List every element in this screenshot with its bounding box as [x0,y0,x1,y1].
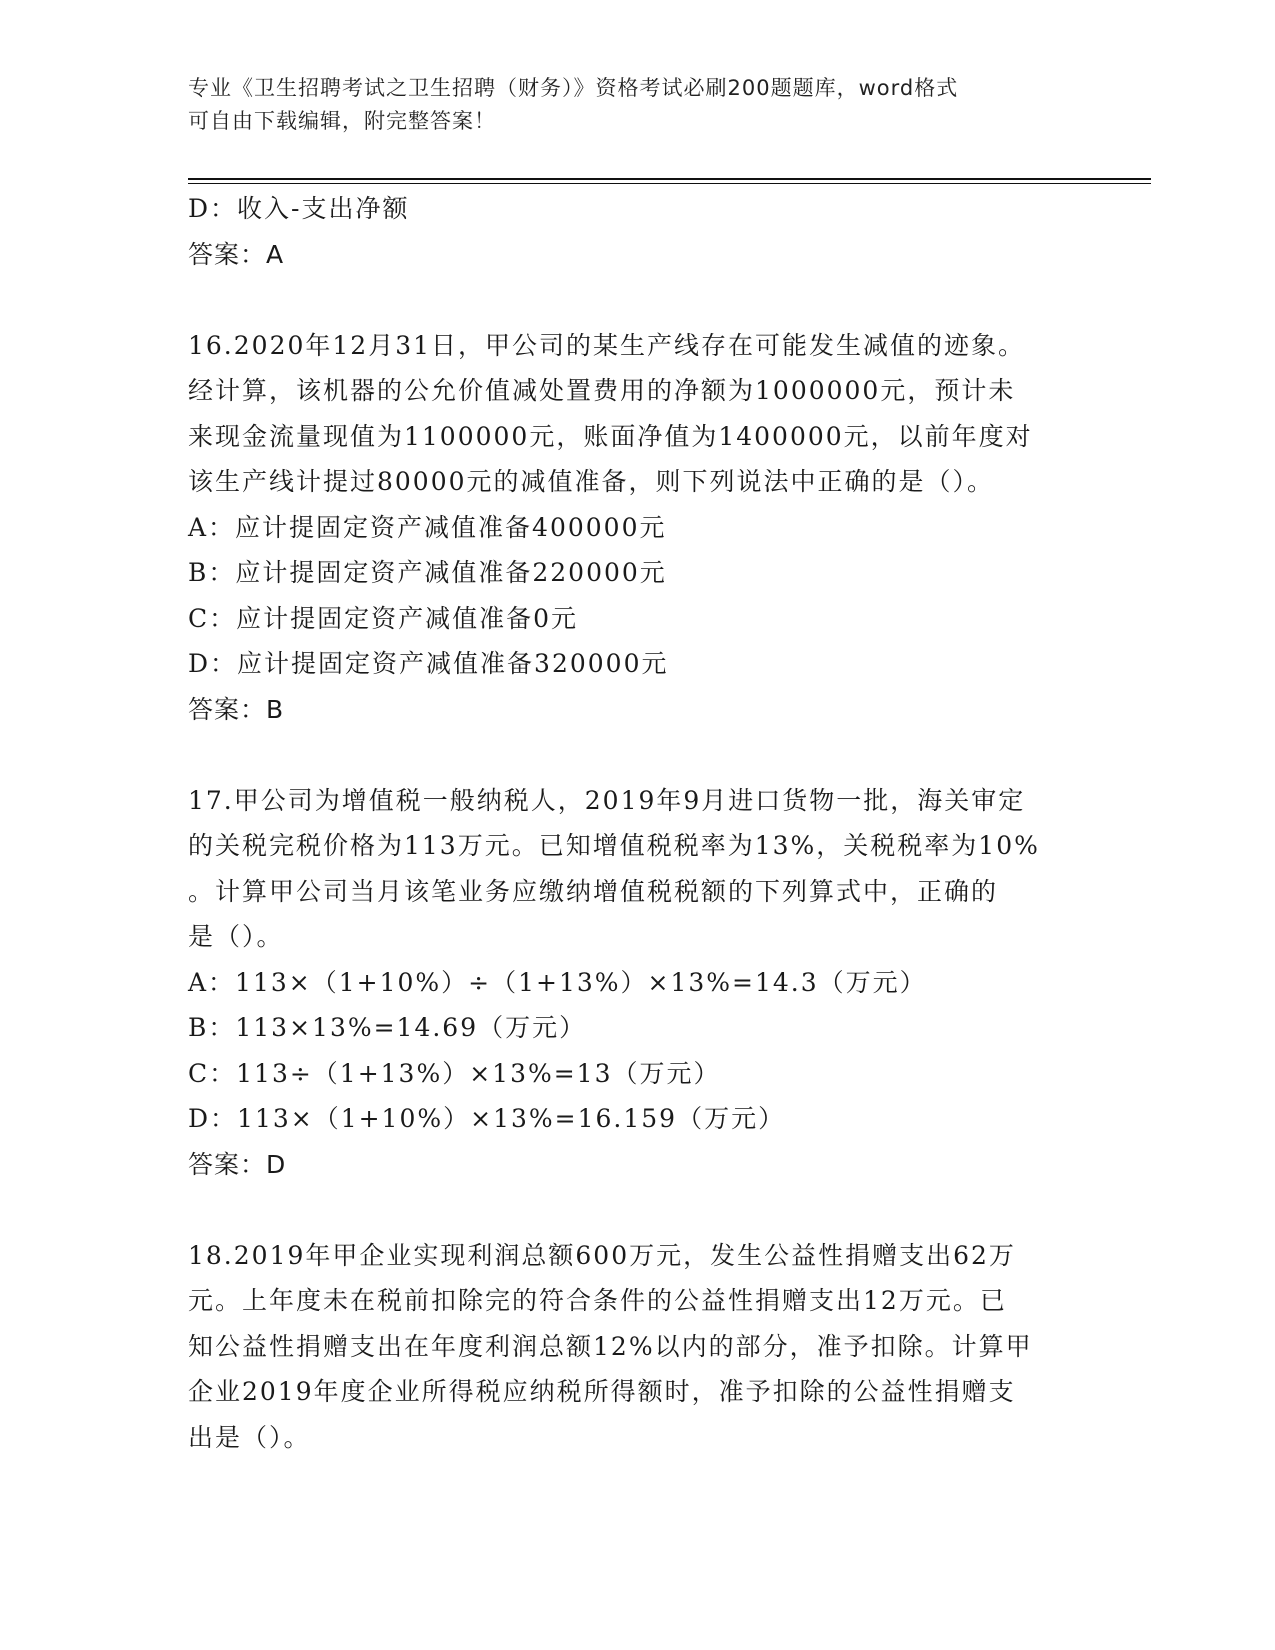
question-17-stem-line: 的关税完税价格为113万元。已知增值税税率为13%，关税税率为10% [188,831,1040,860]
question-16-option-c: C：应计提固定资产减值准备0元 [188,603,579,633]
question-16 [188,323,1088,733]
question-spacer [188,277,1088,323]
question-18-stem-line: 知公益性捐赠支出在年度利润总额12%以内的部分，准予扣除。计算甲 [188,1331,1033,1361]
question-18-stem-line: 元。上年度未在税前扣除完的符合条件的公益性捐赠支出12万元。已 [188,1286,1007,1315]
question-18-stem-line: 出是（）。 [188,1422,311,1452]
question-17-option-a: A：113×（1+10%）÷（1+13%）×13%=14.3（万元） [188,967,927,997]
question-17-option-b: B：113×13%=14.69（万元） [188,1013,587,1042]
question-spacer [188,732,1088,778]
question-18-stem-line: 18.2019年甲企业实现利润总额600万元，发生公益性捐赠支出62万 [188,1240,1016,1270]
question-17-stem-line: 17.甲公司为增值税一般纳税人，2019年9月进口货物一批，海关审定 [188,785,1026,815]
document-body [188,186,1088,1460]
question-16-stem-line: 经计算，该机器的公允价值减处置费用的净额为1000000元，预计未 [188,376,1016,405]
question-16-option-b: B：应计提固定资产减值准备220000元 [188,558,667,587]
question-16-option-d: D：应计提固定资产减值准备320000元 [188,649,669,678]
question-17-answer: 答案：D [188,1149,287,1179]
prev-question-option-d: D：收入-支出净额 [188,194,410,223]
question-17-option-c: C：113÷（1+13%）×13%=13（万元） [188,1058,721,1088]
question-17-stem-line: 。计算甲公司当月该笔业务应缴纳增值税税额的下列算式中，正确的 [188,876,999,906]
header-divider-thin [188,183,1151,184]
document-header [188,72,1068,138]
question-16-stem-line: 16.2020年12月31日，甲公司的某生产线存在可能发生减值的迹象。 [188,330,1026,360]
header-title-line-2: 可自由下载编辑，附完整答案！ [188,109,496,133]
question-16-answer: 答案：B [188,694,285,724]
question-18-stem-line: 企业2019年度企业所得税应纳税所得额时，准予扣除的公益性捐赠支 [188,1377,1016,1406]
header-divider-thick [188,178,1151,180]
question-spacer [188,1187,1088,1233]
question-17 [188,778,1088,1188]
header-title-line-1: 专业《卫生招聘考试之卫生招聘（财务）》资格考试必刷200题题库，word格式 [188,76,959,100]
question-16-stem-line: 该生产线计提过80000元的减值准备，则下列说法中正确的是（）。 [188,467,995,496]
question-17-stem-line: 是（）。 [188,922,284,951]
prev-question-answer: 答案：A [188,239,285,269]
question-17-option-d: D：113×（1+10%）×13%=16.159（万元） [188,1104,786,1133]
question-16-option-a: A：应计提固定资产减值准备400000元 [188,512,667,542]
question-18 [188,1233,1088,1461]
question-16-stem-line: 来现金流量现值为1100000元，账面净值为1400000元，以前年度对 [188,421,1033,451]
